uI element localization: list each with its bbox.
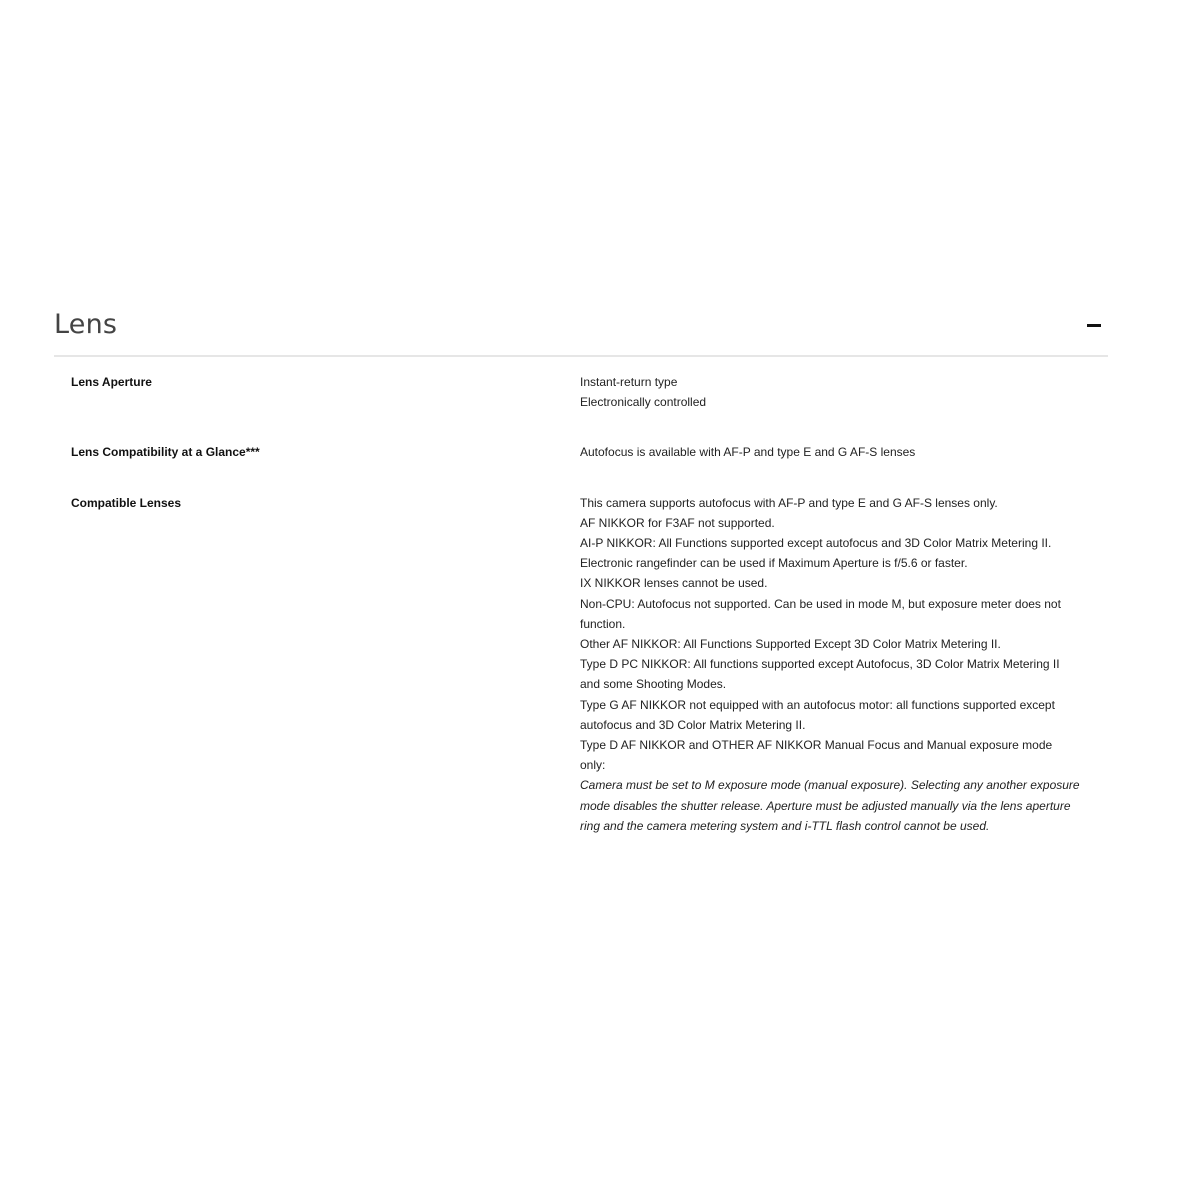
- spec-value-line: Electronic rangefinder can be used if Maximum Aperture is f/5.6 or faster.: [580, 556, 968, 571]
- spec-value-line: Other AF NIKKOR: All Functions Supported Except 3D Color Matrix Metering II.: [580, 637, 1001, 652]
- spec-row: [54, 493, 1108, 836]
- spec-note: Camera must be set to M exposure mode (manual exposure). Selecting any another exposure mode disables the shutter release. Aperture must be adjusted manually via the lens aperture ring and the camera metering system and i-TTL flash control cannot be used.: [580, 778, 1080, 833]
- spec-row: [54, 372, 1108, 412]
- spec-value-line: Electronically controlled: [580, 395, 707, 410]
- collapse-button[interactable]: [1084, 314, 1108, 338]
- spec-value-line: Non-CPU: Autofocus not supported. Can be used in mode M, but exposure meter does not function.: [580, 596, 1061, 631]
- spec-label: Compatible Lenses: [71, 495, 182, 510]
- section-header[interactable]: [54, 300, 1108, 357]
- lens-section: [54, 300, 1108, 833]
- spec-value-line: Type D AF NIKKOR and OTHER AF NIKKOR Manual Focus and Manual exposure mode only:: [580, 738, 1053, 773]
- spec-value-line: Autofocus is available with AF-P and type E and G AF-S lenses: [580, 445, 916, 460]
- spec-value-line: Type D PC NIKKOR: All functions supported except Autofocus, 3D Color Matrix Metering II and some Shooting Modes.: [580, 657, 1060, 692]
- spec-value-line: Type G AF NIKKOR not equipped with an autofocus motor: all functions supported except autofocus and 3D Color Matrix Metering II.: [580, 697, 1055, 732]
- spec-value-line: Instant-return type: [580, 375, 678, 389]
- spec-row: [54, 442, 1108, 462]
- spec-value-line: AI-P NIKKOR: All Functions supported except autofocus and 3D Color Matrix Metering II.: [580, 536, 1052, 551]
- spec-value-line: AF NIKKOR for F3AF not supported.: [580, 515, 775, 530]
- section-title: Lens: [54, 309, 118, 340]
- spec-value: [580, 493, 1080, 836]
- spec-label: Lens Compatibility at a Glance***: [71, 445, 260, 460]
- spec-label: Lens Aperture: [71, 375, 152, 389]
- spec-value-line: IX NIKKOR lenses cannot be used.: [580, 576, 768, 591]
- spec-value: [580, 442, 1080, 462]
- spec-table: [54, 372, 1108, 866]
- spec-value-line: This camera supports autofocus with AF-P and type E and G AF-S lenses only.: [580, 495, 998, 510]
- minus-icon: [1087, 324, 1101, 327]
- spec-value: [580, 372, 1080, 412]
